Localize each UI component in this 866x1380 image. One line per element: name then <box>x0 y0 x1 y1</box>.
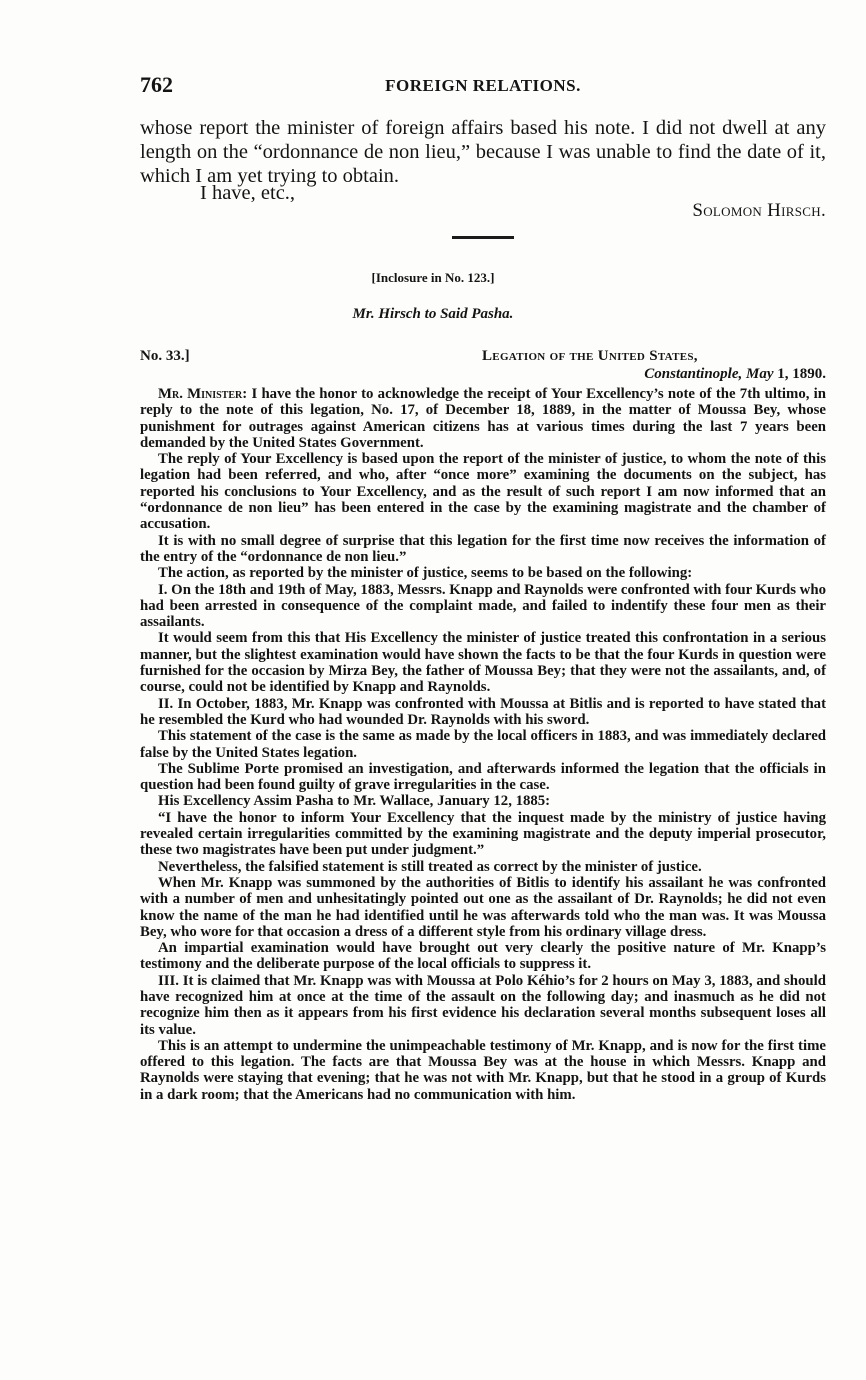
inclosure-label: [Inclosure in No. 123.] <box>371 270 495 285</box>
body-paragraph: Nevertheless, the falsified statement is still treated as correct by the minister of justice. <box>158 858 702 875</box>
body-paragraph: It is with no small degree of surprise that this legation for the first time now receives the information of the entry of the “ordonnance de non lieu.” <box>140 532 826 565</box>
complimentary-close: I have, etc., <box>200 182 296 204</box>
body-paragraph: His Excellency Assim Pasha to Mr. Wallace, January 12, 1885: <box>158 793 551 810</box>
legation-heading: Legation of the United States, <box>482 348 698 364</box>
signature: Solomon Hirsch. <box>692 200 826 221</box>
letter-title: Mr. Hirsch to Said Pasha. <box>352 306 514 322</box>
body-paragraph: The reply of Your Excellency is based upon the report of the minister of justice, to whom the note of this legation had been referred, and who, after “once more” examining the documents on the subject, has reported his conclusions to Your Excellency, and as the result of such report I am now informed that an “ordonnance de non lieu” has been entered in the case by the examining magistrate and the chamber of accusation. <box>140 451 826 533</box>
body-paragraph: The action, as reported by the minister of justice, seems to be based on the following: <box>158 565 693 582</box>
dateline-month: May <box>746 366 774 382</box>
body-paragraph: I. On the 18th and 19th of May, 1883, Messrs. Knapp and Raynolds were confronted with four Kurds who had been arrested in consequence of the complaint made, and failed to indentify these four men as their assailants. <box>140 581 826 631</box>
body-paragraph: The Sublime Porte promised an investigation, and afterwards informed the legation that the officials in question had been found guilty of grave irregularities in the case. <box>140 760 826 794</box>
body-paragraph <box>140 386 826 451</box>
section-divider <box>452 236 514 239</box>
body-paragraph: This statement of the case is the same as made by the local officers in 1883, and was immediately declared false by the United States legation. <box>140 728 826 761</box>
paragraph-text: I have the honor to acknowledge the receipt of Your Excellency’s note of the 7th ultimo, in reply to the note of this legation, No. 17, of December 18, 1889, in the matter of Moussa Bey, whose punishment for outrages against American citizens has at various times during the last 7 years been demanded by the United States Government. <box>140 386 827 451</box>
continued-paragraph-text: whose report the minister of foreign affairs based his note. I did not dwell at any length on the “ordonnance de non lieu,” because I was unable to find the date of it, which I am yet trying to obtain. <box>140 117 826 187</box>
body-paragraph: III. It is claimed that Mr. Knapp was with Moussa at Polo Kéhio’s for 2 hours on May 3, 1883, and should have recognized him at once at the time of the assault on the following day; and inasmuch as he did not recognize him then as it appears from his first evidence his declaration several months subsequent loses all its value. <box>140 972 826 1038</box>
dateline-date: 1, 1890. <box>777 366 826 382</box>
continued-paragraph <box>140 116 826 188</box>
salutation: Mr. Minister: <box>158 386 248 402</box>
quoted-paragraph: “I have the honor to inform Your Excellency that the inquest made by the ministry of justice having revealed certain irregularities committed by the examining magistrate and the deputy imperial prosecutor, these two magistrates have been put under judgment.” <box>140 809 826 859</box>
letter-body <box>140 386 826 1103</box>
running-title: FOREIGN RELATIONS. <box>385 76 581 95</box>
body-paragraph: It would seem from this that His Excellency the minister of justice treated this confrontation in a serious manner, but the slightest examination would have shown the facts to be that the four Kurds in question were furnished for the occasion by Mirza Bey, the father of Moussa Bey; that they were not the assailants, and, of course, could not be identified by Knapp and Raynolds. <box>140 630 826 696</box>
body-paragraph: II. In October, 1883, Mr. Knapp was confronted with Moussa at Bitlis and is reported to have stated that he resembled the Kurd who had wounded Dr. Raynolds with his sword. <box>140 695 826 728</box>
letter-number: No. 33.] <box>140 348 190 364</box>
body-paragraph: This is an attempt to undermine the unimpeachable testimony of Mr. Knapp, and is now for the first time offered to this legation. The facts are that Moussa Bey was at the house in which Messrs. Knapp and Raynolds were staying that evening; that he was not with Mr. Knapp, but that he stood in a group of Kurds in a dark room; that the Americans had no communication with him. <box>140 1037 826 1103</box>
body-paragraph: When Mr. Knapp was summoned by the authorities of Bitlis to identify his assailant he was confronted with a number of men and unhesitatingly pointed out one as the assailant of Dr. Raynolds; he did not even know the name of the man he had identified until he was afterwards told who the man was. It was Moussa Bey, who wore for that occasion a dress of a different style from his ordinary village dress. <box>140 874 826 940</box>
running-head <box>140 72 826 100</box>
dateline-place: Constantinople, <box>644 366 743 382</box>
page-number: 762 <box>140 72 173 97</box>
dateline <box>644 366 826 383</box>
body-paragraph: An impartial examination would have brought out very clearly the positive nature of Mr. Knapp’s testimony and the deliberate purpose of the local officials to suppress it. <box>140 940 826 973</box>
